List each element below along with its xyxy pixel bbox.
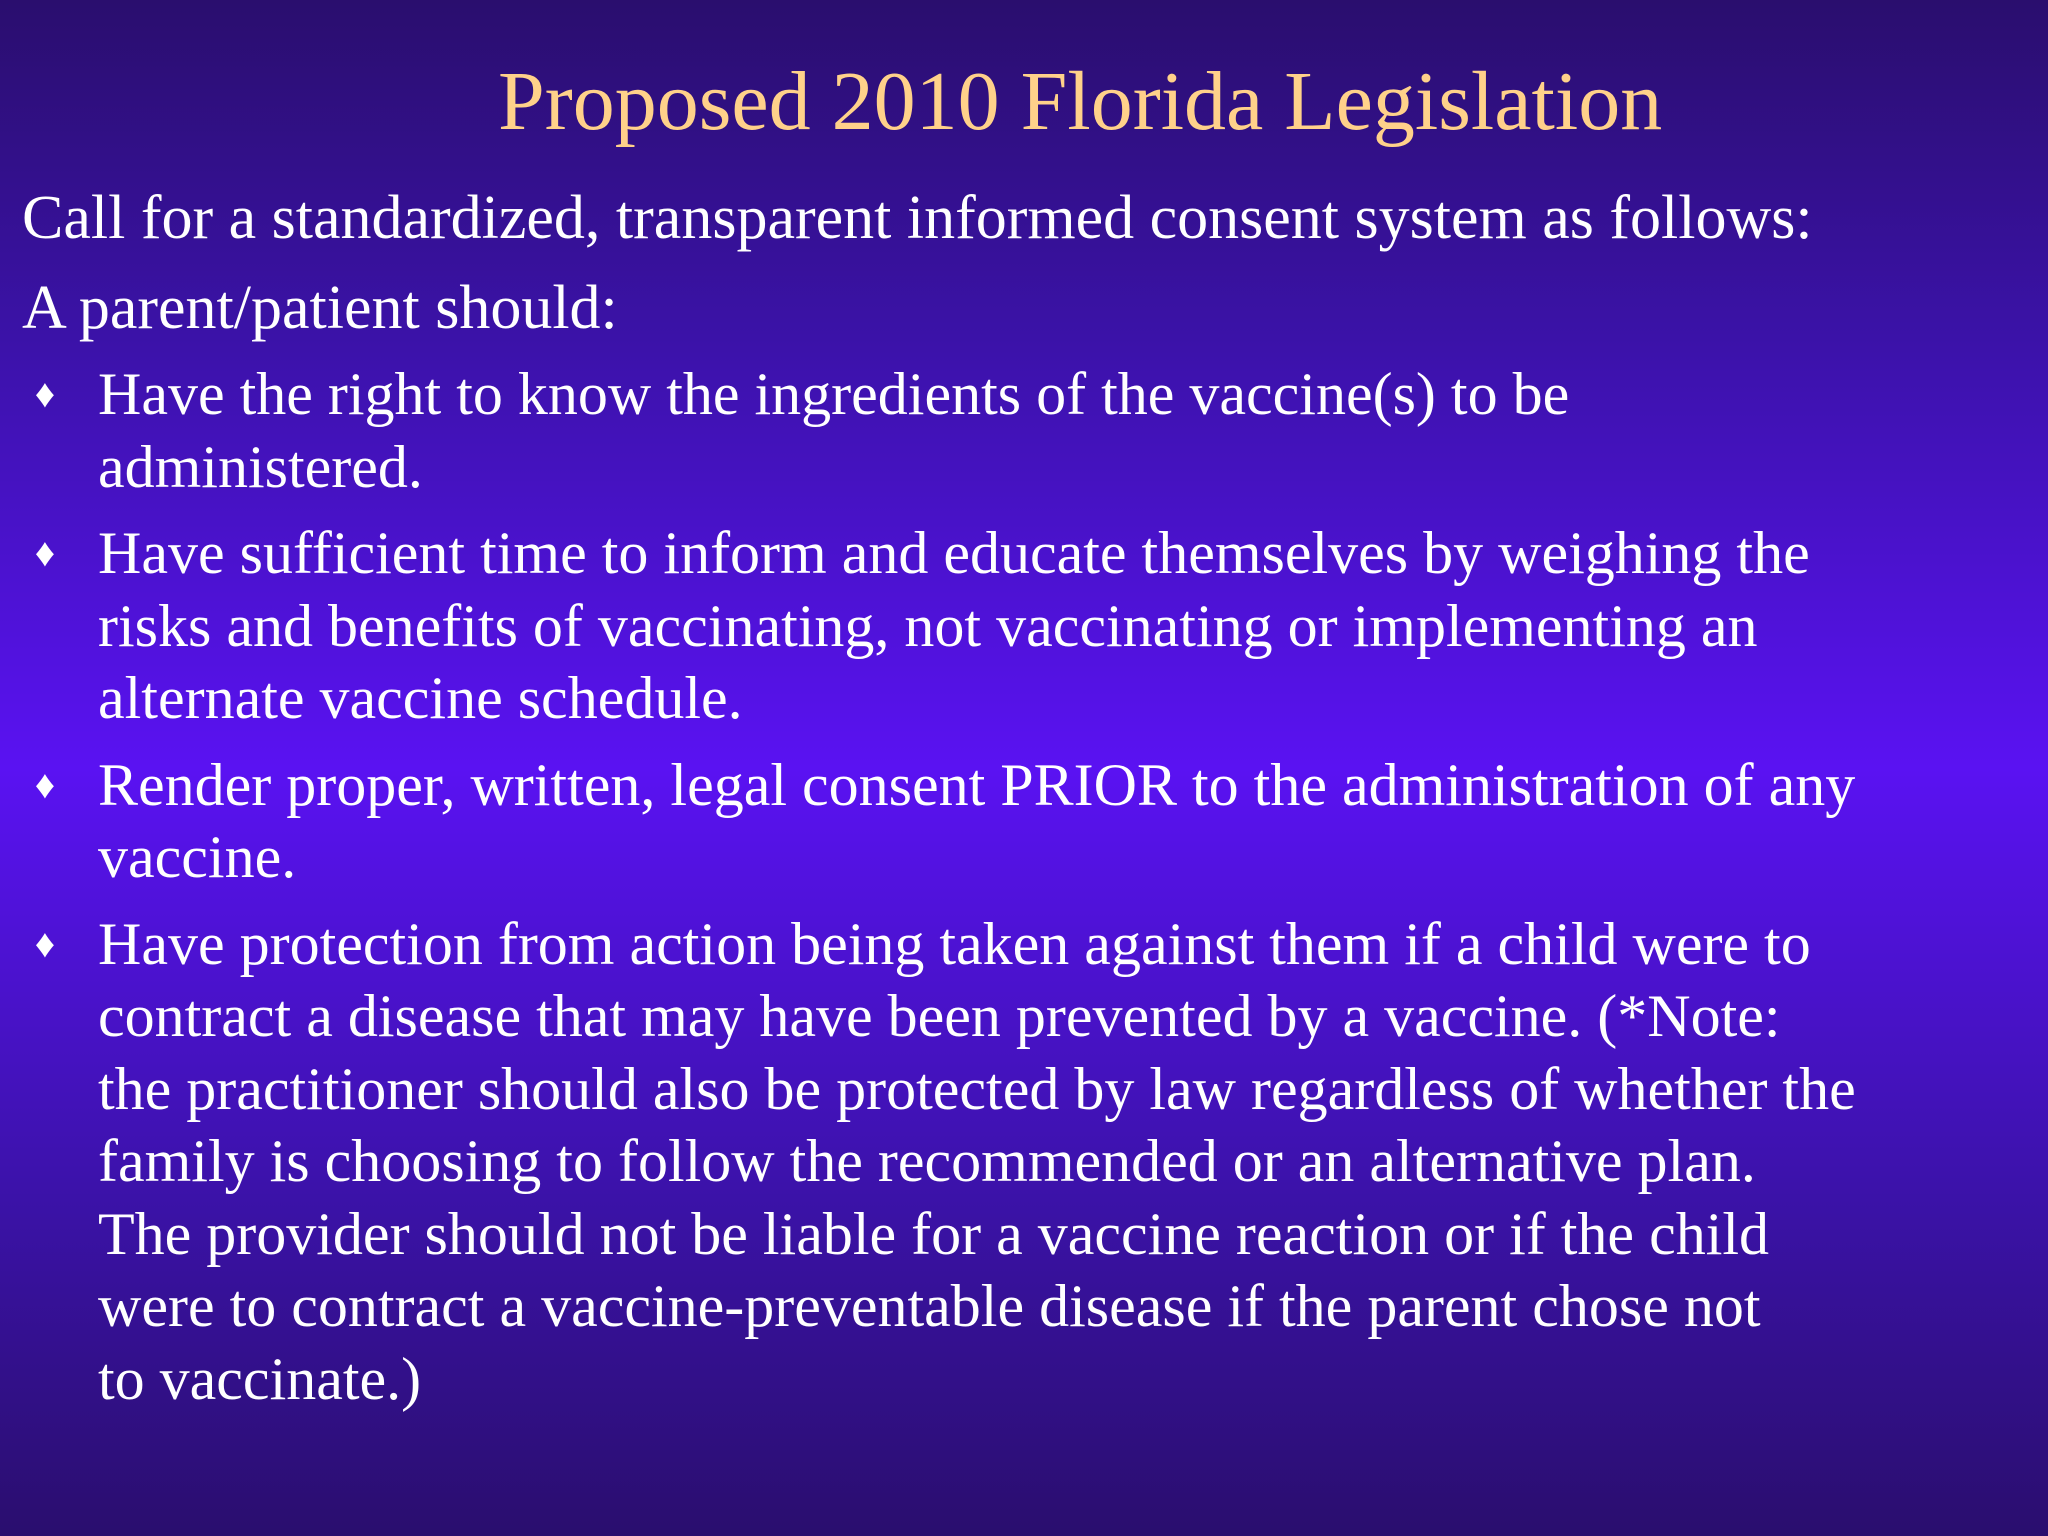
bullet-line: risks and benefits of vaccinating, not vaccinating or implementing an — [98, 592, 1758, 659]
diamond-bullet-icon: ♦ — [34, 371, 56, 416]
bullet-item-ingredients — [0, 358, 2048, 503]
bullet-line: the practitioner should also be protected by law regardless of whether the — [98, 1055, 1856, 1122]
diamond-bullet-icon: ♦ — [34, 761, 56, 807]
bullet-item-sufficient-time — [0, 517, 2048, 735]
bullet-line: Have sufficient time to inform and educate themselves by weighing the — [98, 520, 1810, 586]
bullet-line: to vaccinate.) — [98, 1345, 422, 1412]
bullet-line: Render proper, written, legal consent PRIOR to the administration of any — [98, 751, 1856, 818]
bullet-line: Have the right to know the ingredients of the vaccine(s) to be — [98, 361, 1570, 427]
bullet-item-protection — [0, 908, 2048, 1416]
bullet-line: administered. — [98, 433, 423, 500]
bullet-list — [0, 358, 2048, 1429]
bullet-line: vaccine. — [98, 824, 297, 890]
bullet-line: were to contract a vaccine-preventable disease if the parent chose not — [98, 1273, 1761, 1339]
bullet-line: The provider should not be liable for a vaccine reaction or if the child — [98, 1200, 1770, 1267]
bullet-line: family is choosing to follow the recommended or an alternative plan. — [98, 1128, 1756, 1194]
bullet-line: Have protection from action being taken against them if a child were to — [98, 910, 1811, 977]
slide-title: Proposed 2010 Florida Legislation — [498, 55, 1663, 148]
diamond-bullet-icon: ♦ — [34, 530, 56, 575]
bullet-line: alternate vaccine schedule. — [98, 665, 743, 731]
bullet-line: contract a disease that may have been prevented by a vaccine. (*Note: — [98, 983, 1781, 1049]
intro-line-1: Call for a standardized, transparent informed consent system as follows: — [22, 184, 1813, 252]
bullet-item-written-consent — [0, 749, 2048, 894]
intro-line-2: A parent/patient should: — [22, 274, 618, 342]
diamond-bullet-icon: ♦ — [34, 920, 56, 966]
